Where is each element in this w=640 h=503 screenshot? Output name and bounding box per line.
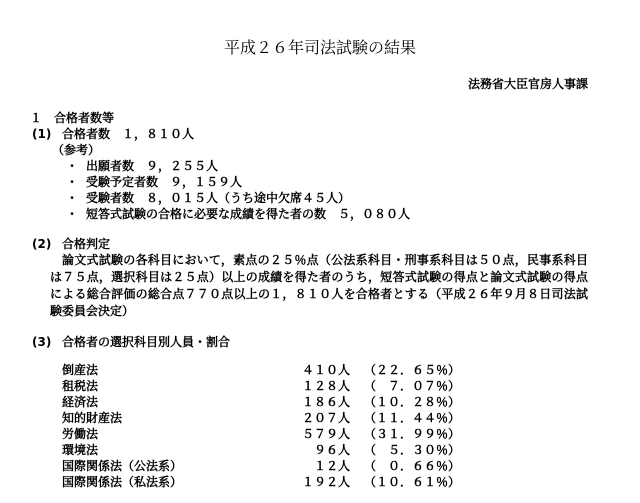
subject-percent: （３１．９９％）: [363, 427, 460, 441]
section2-heading: 合格判定: [62, 237, 111, 251]
section2-label: (2): [32, 237, 52, 251]
subject-name: 労働法: [62, 427, 99, 441]
subject-percent: （１１．４４％）: [363, 411, 460, 425]
section3-heading: 合格者の選択科目別人員・割合: [62, 335, 231, 349]
subject-count: １２８人: [301, 379, 350, 393]
reference-item: [66, 190, 350, 206]
subject-count: １９２人: [301, 475, 350, 489]
bullet: ・: [66, 175, 79, 189]
judgment-paragraph: 論文式試験の各科目において，素点の２５％点（公法系科目・刑事系科目は５０点，民事系科目は７５点，選択科目は２５点）以上の成績を得た者のうち，短答式試験の得点と論文式試験の得点による総合評価の総合点７７０点以上の１，８１０人を合格者とする（平成２６年９月８日司法試験委員会決定）: [50, 253, 588, 318]
reference-item-text: 短答式試験の合格に必要な成績を得た者の数 ５，０８０人: [86, 207, 411, 221]
bullet: ・: [66, 159, 79, 173]
subject-count: ９６人: [313, 443, 350, 457]
reference-item-text: 受験者数 ８，０１５人（うち途中欠席４５人）: [86, 191, 351, 205]
reference-item-text: 受験予定者数 ９，１５９人: [86, 175, 243, 189]
subject-name: 国際関係法（私法系）: [62, 475, 183, 489]
page-title: 平成２６年司法試験の結果: [223, 38, 416, 57]
subject-percent: （１０．２８％）: [363, 395, 460, 409]
reference-item: [66, 174, 242, 190]
department-name: 法務省大臣官房人事課: [467, 77, 588, 91]
reference-label: （参考）: [52, 143, 101, 157]
subject-count: １２人: [313, 459, 350, 473]
subject-percent: （ ５．３０％）: [363, 443, 460, 457]
subject-name: 倒産法: [62, 363, 99, 377]
subject-name: 国際関係法（公法系）: [62, 459, 183, 473]
section1-sub1-label: (1): [32, 127, 52, 141]
reference-item: [66, 206, 410, 222]
reference-item-text: 出願者数 ９，２５５人: [86, 159, 219, 173]
subject-percent: （ ０．６６％）: [363, 459, 460, 473]
subject-count: １８６人: [301, 395, 350, 409]
subject-count: ５７９人: [301, 427, 350, 441]
passers-count: 合格者数 １，８１０人: [62, 127, 195, 141]
bullet: ・: [66, 191, 79, 205]
subject-name: 環境法: [62, 443, 99, 457]
subject-percent: （ ７．０７％）: [363, 379, 460, 393]
subject-name: 知的財産法: [62, 411, 123, 425]
bullet: ・: [66, 207, 79, 221]
subject-count: ２０７人: [301, 411, 350, 425]
subject-percent: （１０．６１％）: [363, 475, 460, 489]
section3-label: (3): [32, 335, 52, 349]
section1-heading: １ 合格者数等: [30, 111, 115, 125]
subject-percent: （２２．６５％）: [363, 363, 460, 377]
subject-name: 租税法: [62, 379, 99, 393]
subject-name: 経済法: [62, 395, 99, 409]
subject-count: ４１０人: [301, 363, 350, 377]
reference-item: [66, 158, 218, 174]
